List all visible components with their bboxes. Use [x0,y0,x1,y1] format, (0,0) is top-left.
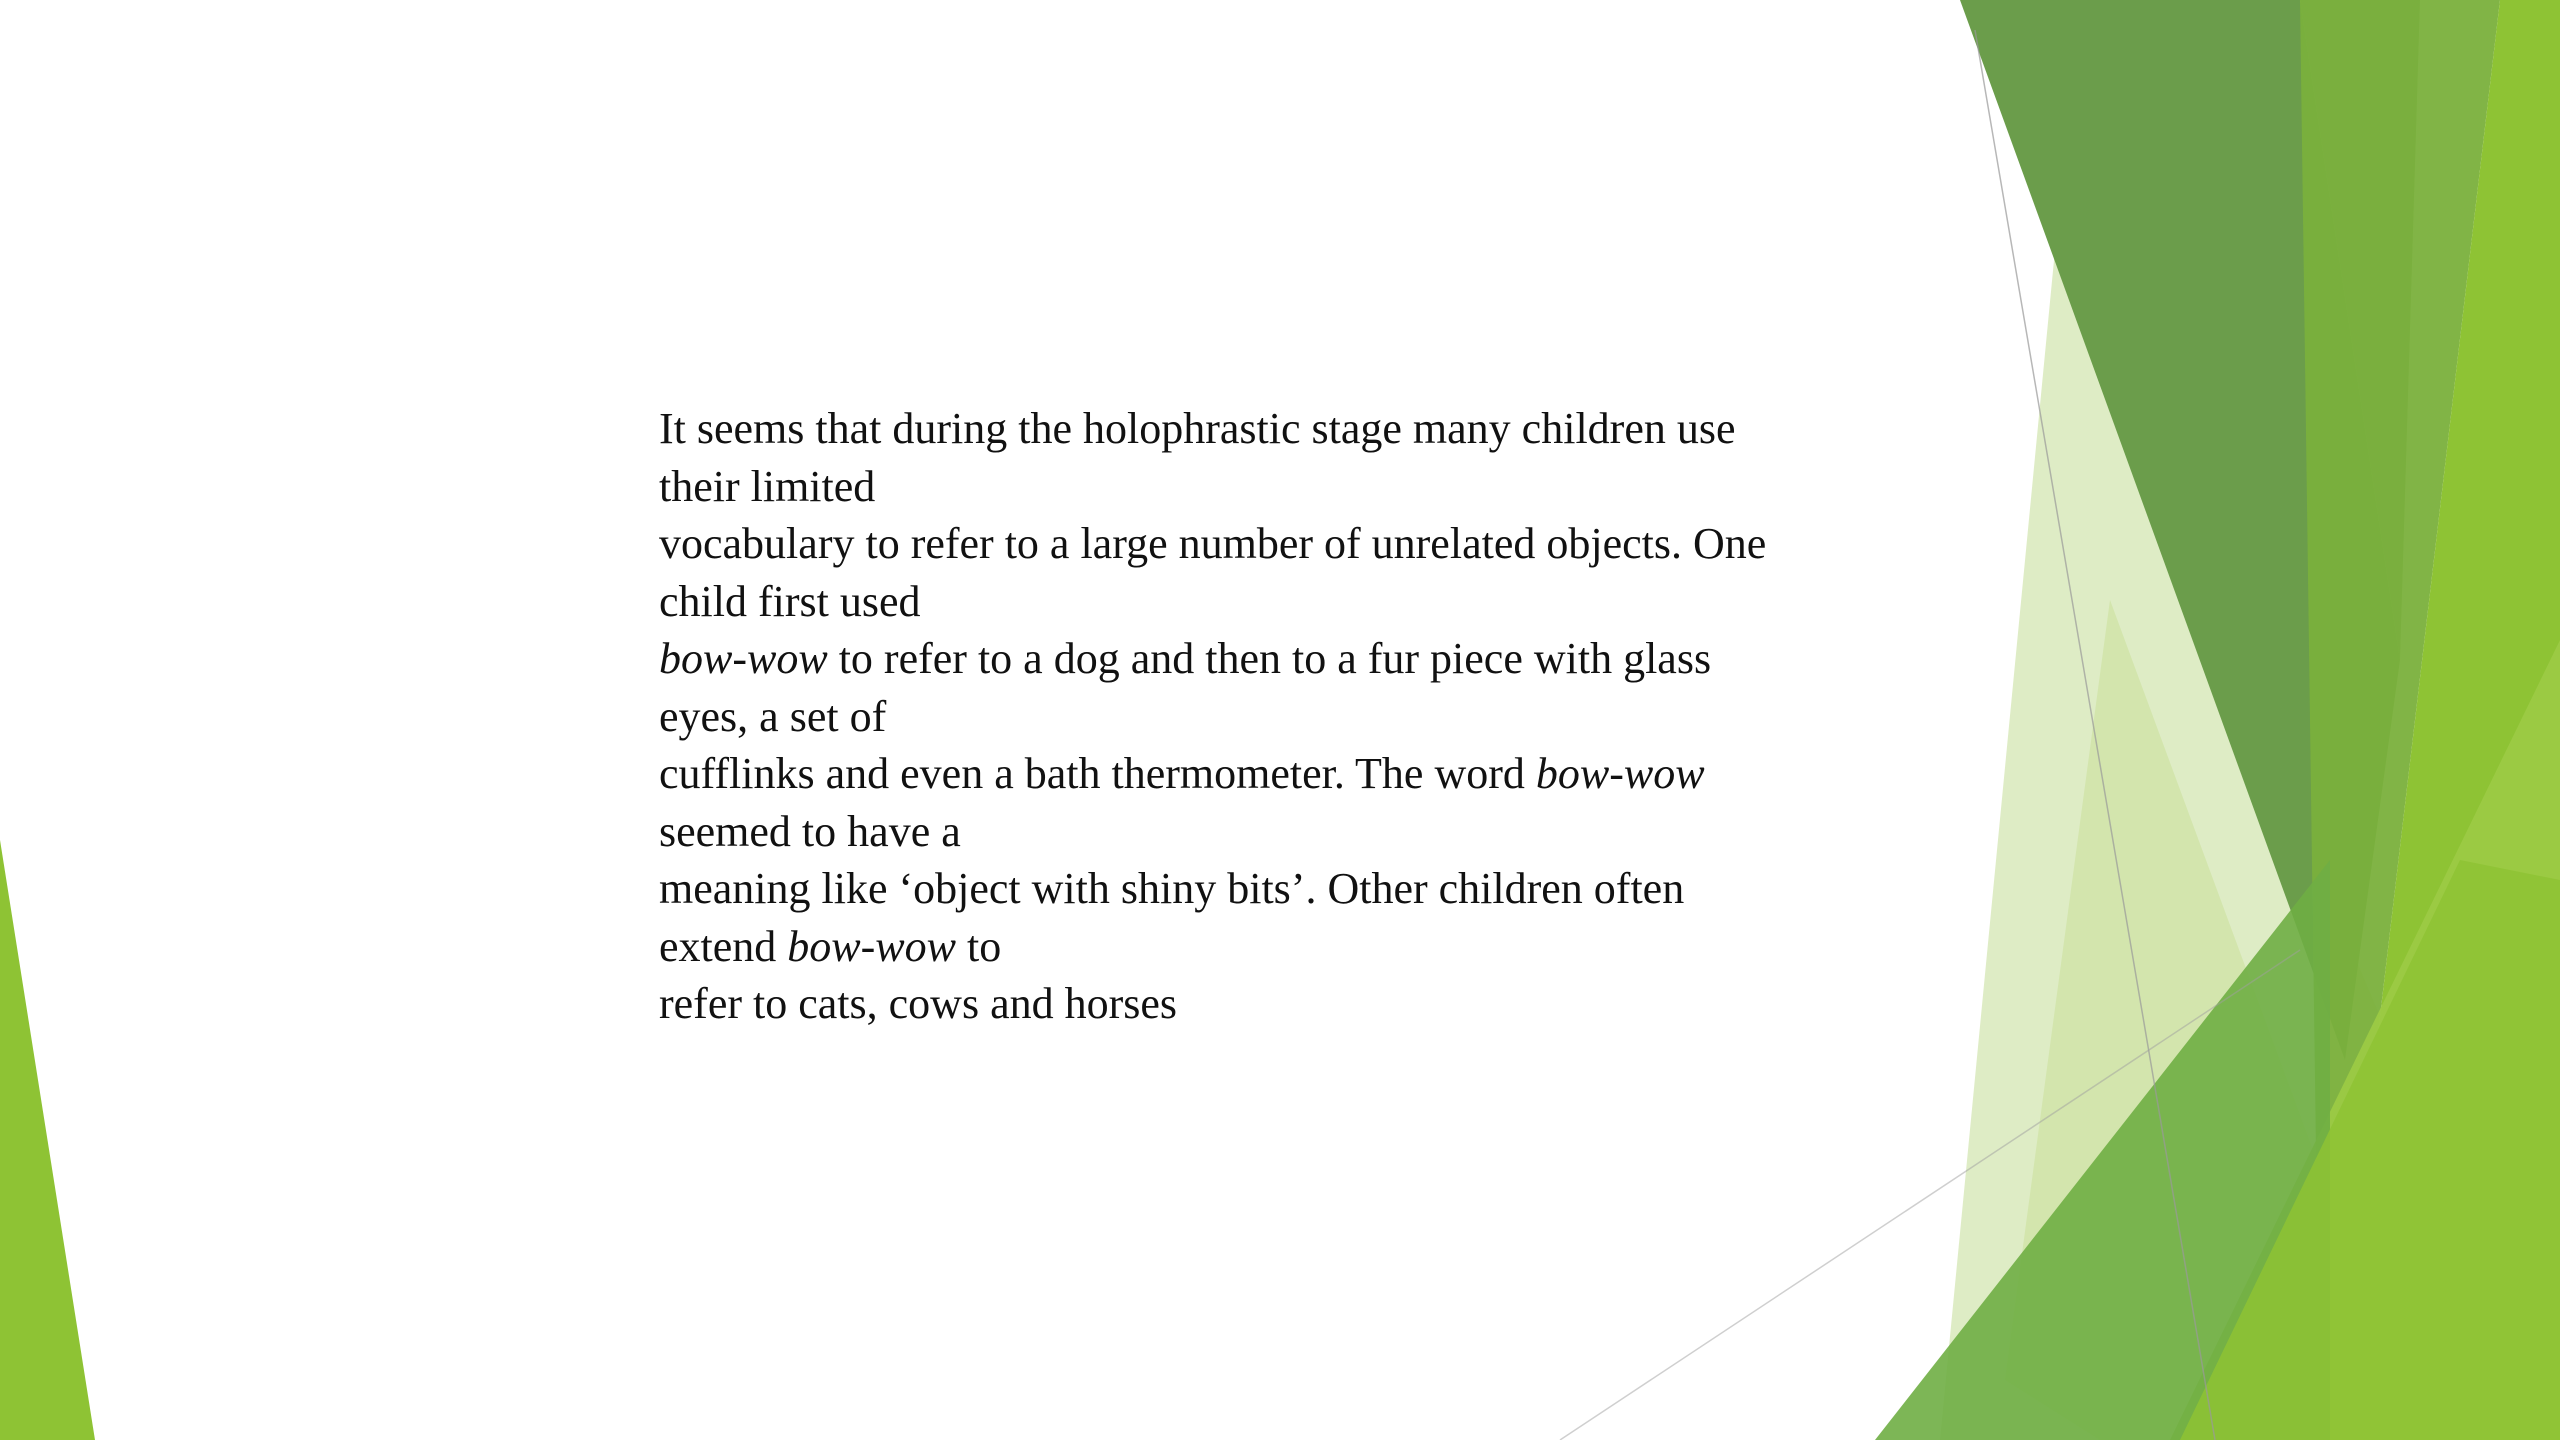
text-line-4: child first used [659,576,921,626]
text-line-11: refer to cats, cows and horses [659,979,1178,1028]
text-line-3: vocabulary to refer to a large number of unrelated objects. One [659,519,1767,568]
text-line-10: extend bow-wow to [659,921,1002,971]
text-line-8: seemed to have a [659,806,961,856]
text-line-7: cufflinks and even a bath thermometer. The word bow-wow [659,749,1705,798]
text-line-6: eyes, a set of [659,691,887,741]
text-line-2: their limited [659,461,876,511]
text-line-1: It seems that during the holophrastic stage many children use [659,404,1736,453]
body-paragraph [659,400,1919,1033]
italic-term: bow-wow [1535,749,1705,798]
italic-term: bow-wow [787,921,956,971]
left-green-sliver [0,840,95,1440]
text-line-9: meaning like ‘object with shiny bits’. Other children often [659,864,1685,913]
text-line-5: bow-wow to refer to a dog and then to a fur piece with glass [659,634,1712,683]
italic-term: bow-wow [659,634,828,683]
